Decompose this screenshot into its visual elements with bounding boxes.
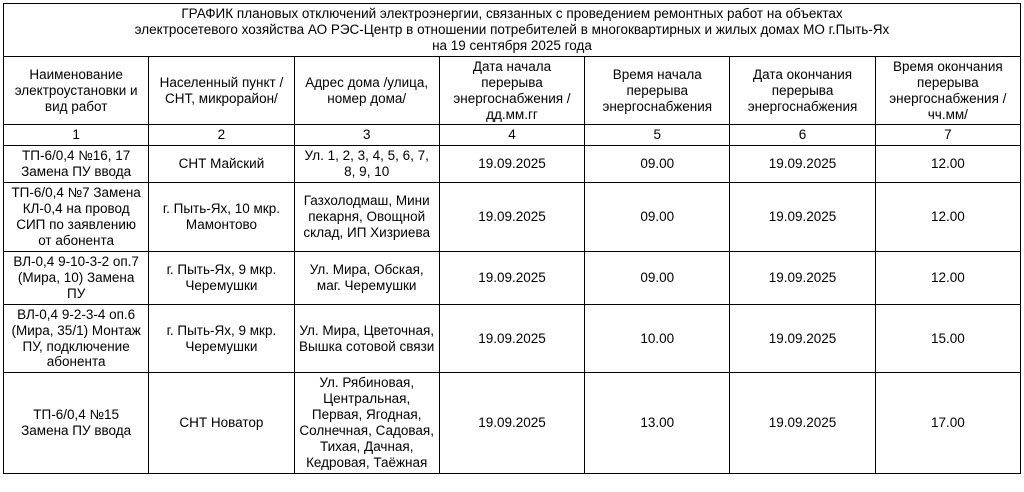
cell-end-date: 19.09.2025 <box>730 183 875 252</box>
cell-end-date: 19.09.2025 <box>730 373 875 474</box>
cell-start-time: 09.00 <box>585 183 730 252</box>
table-row <box>4 251 1021 304</box>
column-header-locality: Населенный пункт /СНТ, микрорайон/ <box>149 56 294 125</box>
cell-installation: ТП-6/0,4 №16, 17 Замена ПУ ввода <box>4 146 149 183</box>
column-number-6: 6 <box>730 125 875 146</box>
cell-locality: СНТ Новатор <box>149 373 294 474</box>
outage-schedule-table <box>3 3 1021 474</box>
column-number-row <box>4 125 1021 146</box>
column-header-installation: Наименование электроустановки и вид работ <box>4 56 149 125</box>
cell-installation: ВЛ-0,4 9-10-3-2 оп.7 (Мира, 10) Замена ПУ <box>4 251 149 304</box>
column-number-1: 1 <box>4 125 149 146</box>
title-row <box>4 4 1021 57</box>
document-title <box>4 4 1021 57</box>
cell-start-date: 19.09.2025 <box>439 146 584 183</box>
document-page <box>0 3 1024 492</box>
column-header-start-time: Время начала перерыва энергоснабжения <box>585 56 730 125</box>
column-header-address: Адрес дома /улица, номер дома/ <box>294 56 439 125</box>
cell-end-date: 19.09.2025 <box>730 304 875 373</box>
column-number-4: 4 <box>439 125 584 146</box>
cell-locality: г. Пыть-Ях, 9 мкр. Черемушки <box>149 251 294 304</box>
cell-locality: г. Пыть-Ях, 10 мкр. Мамонтово <box>149 183 294 252</box>
cell-installation: ТП-6/0,4 №7 Замена КЛ-0,4 на провод СИП по заявлению от абонента <box>4 183 149 252</box>
cell-start-date: 19.09.2025 <box>439 251 584 304</box>
cell-start-time: 10.00 <box>585 304 730 373</box>
column-header-end-time: Время окончания перерыва энергоснабжения /чч.мм/ <box>875 56 1020 125</box>
column-number-2: 2 <box>149 125 294 146</box>
cell-start-date: 19.09.2025 <box>439 183 584 252</box>
title-line-2: электросетевого хозяйства АО РЭС-Центр в отношении потребителей в многоквартирных и жилых домах МО г.Пыть-Ях <box>134 21 890 37</box>
column-number-3: 3 <box>294 125 439 146</box>
title-line-3: на 19 сентября 2025 года <box>432 37 592 53</box>
cell-end-time: 12.00 <box>875 251 1020 304</box>
table-row <box>4 183 1021 252</box>
table-row <box>4 373 1021 474</box>
cell-end-time: 12.00 <box>875 146 1020 183</box>
cell-address: Ул. Рябиновая, Центральная, Первая, Ягодная, Солнечная, Садовая, Тихая, Дачная, Кедровая, Таёжная <box>294 373 439 474</box>
table-row <box>4 304 1021 373</box>
column-number-7: 7 <box>875 125 1020 146</box>
cell-installation: ТП-6/0,4 №15 Замена ПУ ввода <box>4 373 149 474</box>
cell-installation: ВЛ-0,4 9-2-3-4 оп.6 (Мира, 35/1) Монтаж ПУ, подключение абонента <box>4 304 149 373</box>
cell-start-time: 09.00 <box>585 251 730 304</box>
cell-end-time: 17.00 <box>875 373 1020 474</box>
cell-address: Ул. Мира, Цветочная, Вышка сотовой связи <box>294 304 439 373</box>
cell-address: Газхолодмаш, Мини пекарня, Овощной склад, ИП Хизриева <box>294 183 439 252</box>
cell-start-date: 19.09.2025 <box>439 373 584 474</box>
cell-end-date: 19.09.2025 <box>730 146 875 183</box>
cell-end-time: 15.00 <box>875 304 1020 373</box>
cell-address: Ул. 1, 2, 3, 4, 5, 6, 7, 8, 9, 10 <box>294 146 439 183</box>
table-row <box>4 146 1021 183</box>
cell-locality: г. Пыть-Ях, 9 мкр. Черемушки <box>149 304 294 373</box>
column-number-5: 5 <box>585 125 730 146</box>
table-header-row <box>4 56 1021 125</box>
column-header-end-date: Дата окончания перерыва энергоснабжения <box>730 56 875 125</box>
title-line-1: ГРАФИК плановых отключений электроэнергии, связанных с проведением ремонтных работ на объектах <box>181 6 843 21</box>
cell-start-time: 09.00 <box>585 146 730 183</box>
cell-end-date: 19.09.2025 <box>730 251 875 304</box>
cell-address: Ул. Мира, Обская, маг. Черемушки <box>294 251 439 304</box>
cell-end-time: 12.00 <box>875 183 1020 252</box>
column-header-start-date: Дата начала перерыва энергоснабжения /дд.мм.гг <box>439 56 584 125</box>
cell-start-date: 19.09.2025 <box>439 304 584 373</box>
cell-start-time: 13.00 <box>585 373 730 474</box>
cell-locality: СНТ Майский <box>149 146 294 183</box>
